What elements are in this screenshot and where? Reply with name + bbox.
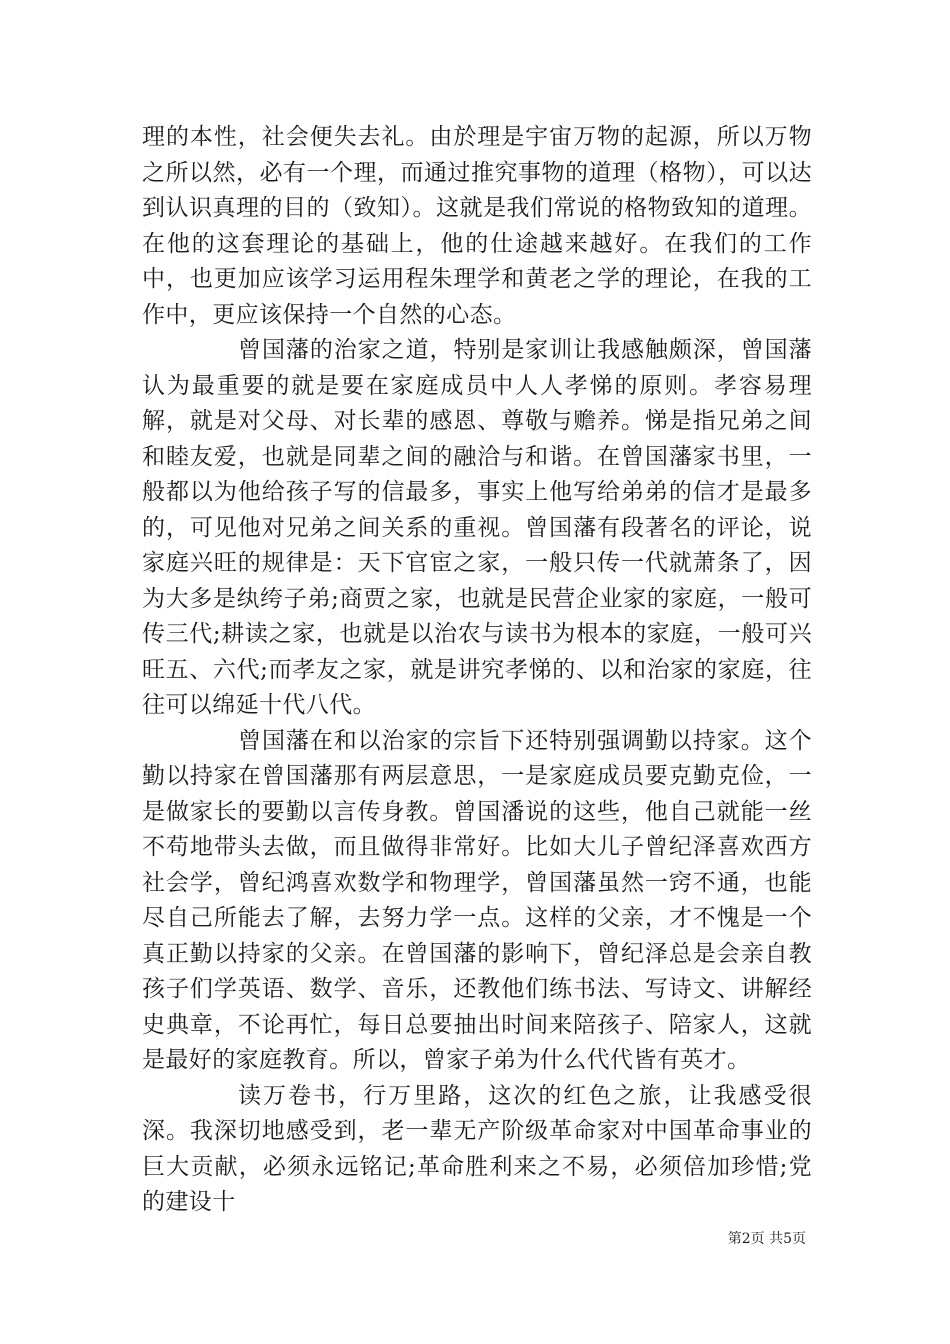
paragraph-3: 曾国藩在和以治家的宗旨下还特别强调勤以持家。这个勤以持家在曾国藩那有两层意思，一是家庭成员要克勤克俭，一是做家长的要勤以言传身教。曾国潘说的这些，他自己就能一丝不苟地带头去做，而且做得非常好。比如大儿子曾纪泽喜欢西方社会学，曾纪鸿喜欢数学和物理学，曾国藩虽然一窍不通，也能尽自己所能去了解，去努力学一点。这样的父亲，才不愧是一个真正勤以持家的父亲。在曾国藩的影响下，曾纪泽总是会亲自教孩子们学英语、数学、音乐，还教他们练书法、写诗文、讲解经史典章，不论再忙，每日总要抽出时间来陪孩子、陪家人，这就是最好的家庭教育。所以，曾家子弟为什么代代皆有英才。 xyxy=(142,727,812,1073)
paragraph-1: 理的本性，社会便失去礼。由於理是宇宙万物的起源，所以万物之所以然，必有一个理，而通过推究事物的道理（格物），可以达到认识真理的目的（致知）。这就是我们常说的格物致知的道理。在他的这套理论的基础上，他的仕途越来越好。在我们的工作中，也更加应该学习运用程朱理学和黄老之学的理论，在我的工作中，更应该保持一个自然的心态。 xyxy=(142,124,812,328)
paragraph-2: 曾国藩的治家之道，特别是家训让我感触颇深，曾国藩认为最重要的就是要在家庭成员中人人孝悌的原则。孝容易理解，就是对父母、对长辈的感恩、尊敬与赡养。悌是指兄弟之间和睦友爱，也就是同辈之间的融洽与和谐。在曾国藩家书里，一般都以为他给孩子写的信最多，事实上他写给弟弟的信才是最多的，可见他对兄弟之间关系的重视。曾国藩有段著名的评论，说家庭兴旺的规律是：天下官宦之家，一般只传一代就萧条了，因为大多是纨绔子弟;商贾之家，也就是民营企业家的家庭，一般可传三代;耕读之家，也就是以治农与读书为根本的家庭，一般可兴旺五、六代;而孝友之家，就是讲究孝悌的、以和治家的家庭，往往可以绵延十代八代。 xyxy=(142,337,812,718)
paragraph-4: 读万卷书，行万里路，这次的红色之旅，让我感受很深。我深切地感受到，老一辈无产阶级革命家对中国革命事业的巨大贡献，必须永远铭记;革命胜利来之不易，必须倍加珍惜;党的建设十 xyxy=(142,1082,812,1215)
page-footer: 第2页 共5页 xyxy=(727,1231,806,1247)
document-body xyxy=(142,120,812,1221)
